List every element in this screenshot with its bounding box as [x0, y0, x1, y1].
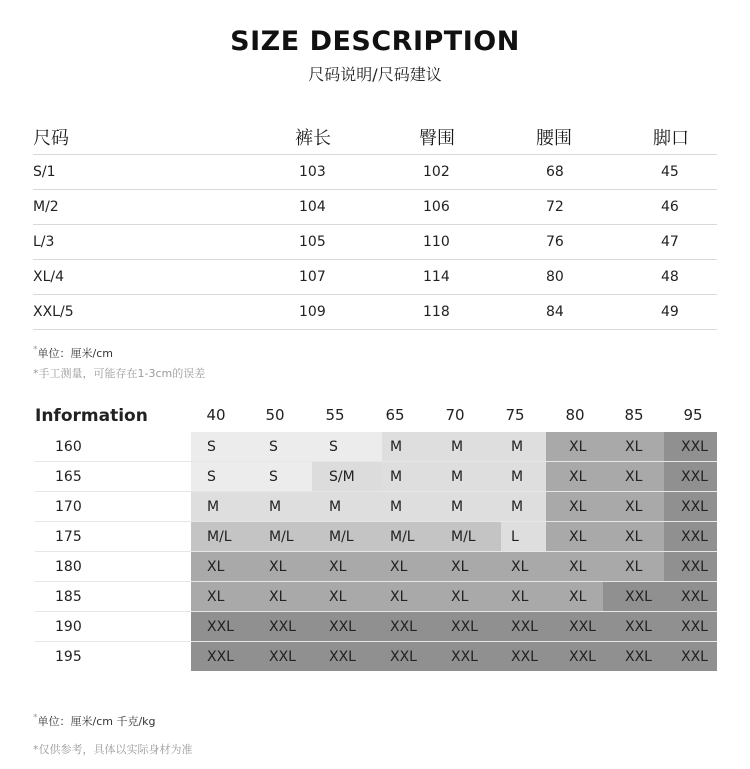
measure-note: *手工测量，可能存在1-3cm的误差 [33, 367, 206, 380]
grid-row [35, 432, 717, 462]
table-cell: 114 [423, 269, 450, 285]
header-leg-opening: 脚口 [653, 128, 689, 149]
size-cell: XXL [664, 552, 717, 581]
info-grid [35, 432, 717, 671]
size-cell: XL [312, 552, 382, 581]
table-cell: 105 [299, 234, 326, 250]
size-cell: XL [546, 552, 603, 581]
table-cell: 110 [423, 234, 450, 250]
size-cell: M [441, 432, 501, 461]
size-cell: XL [382, 582, 441, 611]
table-row [33, 260, 717, 295]
height-label: 185 [55, 588, 82, 605]
table-cell: 84 [546, 304, 564, 320]
size-cell: M [382, 462, 441, 491]
height-label: 195 [55, 648, 82, 665]
height-label: 180 [55, 558, 82, 575]
table-cell: 103 [299, 164, 326, 180]
weight-header: 65 [385, 406, 405, 424]
table-cell: 47 [661, 234, 679, 250]
weight-header: 95 [683, 406, 703, 424]
table-cell: 46 [661, 199, 679, 215]
size-cell: XXL [664, 642, 717, 671]
page-subtitle: 尺码说明/尺码建议 [308, 65, 442, 84]
height-label: 190 [55, 618, 82, 635]
size-cell: S [191, 432, 252, 461]
table-cell: L/3 [33, 234, 55, 250]
size-cell: XXL [191, 612, 252, 641]
size-cell: XL [546, 462, 603, 491]
size-cell: XXL [501, 612, 546, 641]
size-cell: XL [252, 552, 312, 581]
size-cell: M [312, 492, 382, 521]
table-cell: 45 [661, 164, 679, 180]
size-cell: XL [603, 492, 664, 521]
size-cell: M/L [191, 522, 252, 551]
size-cell: S [191, 462, 252, 491]
size-cell: XL [546, 582, 603, 611]
size-cell: XXL [664, 612, 717, 641]
size-cell: S [252, 462, 312, 491]
page-title: SIZE DESCRIPTION [230, 26, 520, 57]
size-cell: M [501, 462, 546, 491]
table-row [33, 190, 717, 225]
info-grid-header [0, 404, 750, 430]
size-cell: XXL [664, 492, 717, 521]
size-cell: M [191, 492, 252, 521]
note-star-icon: * [33, 713, 38, 723]
height-label: 175 [55, 528, 82, 545]
grid-row [35, 522, 717, 552]
weight-header: 55 [325, 406, 345, 424]
note-star-icon: * [33, 345, 38, 355]
size-cell: XXL [603, 582, 664, 611]
weight-header: 50 [265, 406, 285, 424]
table-cell: 80 [546, 269, 564, 285]
info-unit-note-text: 单位：厘米/cm 千克/kg [37, 715, 156, 728]
height-label: 170 [55, 498, 82, 515]
table-cell: 104 [299, 199, 326, 215]
table-row [33, 295, 717, 330]
weight-header: 70 [445, 406, 465, 424]
size-cell: XXL [603, 612, 664, 641]
size-cell: XL [441, 582, 501, 611]
table-cell: 49 [661, 304, 679, 320]
size-cell: XXL [441, 642, 501, 671]
table-cell: 118 [423, 304, 450, 320]
size-cell: XXL [382, 642, 441, 671]
table-cell: XXL/5 [33, 304, 74, 320]
table-cell: 72 [546, 199, 564, 215]
size-cell: XL [501, 582, 546, 611]
size-cell: XL [546, 522, 603, 551]
grid-row [35, 552, 717, 582]
size-cell: M [441, 462, 501, 491]
size-cell: XL [546, 432, 603, 461]
size-cell: M [501, 492, 546, 521]
height-label: 160 [55, 438, 82, 455]
size-cell: M [382, 492, 441, 521]
size-cell: S [252, 432, 312, 461]
size-cell: XXL [546, 612, 603, 641]
size-cell: XXL [603, 642, 664, 671]
size-cell: XXL [501, 642, 546, 671]
weight-header: 75 [505, 406, 525, 424]
size-cell: XXL [312, 642, 382, 671]
size-cell: M/L [441, 522, 501, 551]
size-cell: XXL [664, 522, 717, 551]
size-cell: XL [501, 552, 546, 581]
size-table-header [33, 120, 717, 155]
size-cell: XL [441, 552, 501, 581]
size-cell: XL [252, 582, 312, 611]
size-cell: XL [191, 582, 252, 611]
size-cell: XXL [252, 612, 312, 641]
grid-row [35, 492, 717, 522]
size-cell: XXL [382, 612, 441, 641]
header-waist: 腰围 [536, 128, 572, 149]
size-cell: XXL [546, 642, 603, 671]
table-cell: 68 [546, 164, 564, 180]
size-unit-note-text: 单位：厘米/cm [37, 347, 113, 360]
size-cell: XXL [191, 642, 252, 671]
size-cell: XL [603, 552, 664, 581]
size-table [33, 120, 717, 330]
info-unit-note [33, 713, 156, 729]
size-cell: XXL [252, 642, 312, 671]
size-cell: XL [546, 492, 603, 521]
size-cell: M [441, 492, 501, 521]
size-cell: XL [382, 552, 441, 581]
table-cell: 48 [661, 269, 679, 285]
grid-row [35, 582, 717, 612]
table-row [33, 155, 717, 190]
weight-header: 40 [206, 406, 226, 424]
size-cell: XXL [312, 612, 382, 641]
size-cell: XXL [664, 462, 717, 491]
size-cell: M/L [312, 522, 382, 551]
size-cell: XL [603, 432, 664, 461]
size-cell: M/L [252, 522, 312, 551]
table-cell: M/2 [33, 199, 59, 215]
height-label: 165 [55, 468, 82, 485]
table-cell: XL/4 [33, 269, 65, 285]
size-cell: XL [191, 552, 252, 581]
size-cell: M [252, 492, 312, 521]
grid-row [35, 642, 717, 671]
weight-header: 80 [565, 406, 585, 424]
size-cell: S [312, 432, 382, 461]
table-cell: 76 [546, 234, 564, 250]
header-length: 裤长 [295, 128, 331, 149]
size-cell: XXL [441, 612, 501, 641]
table-cell: 109 [299, 304, 326, 320]
table-cell: 106 [423, 199, 450, 215]
info-title: Information [35, 406, 148, 426]
size-cell: XL [603, 462, 664, 491]
size-cell: XXL [664, 432, 717, 461]
table-cell: S/1 [33, 164, 56, 180]
header-size: 尺码 [33, 128, 69, 149]
reference-note: *仅供参考，具体以实际身材为准 [33, 743, 193, 756]
header-hip: 臀围 [419, 128, 455, 149]
table-cell: 107 [299, 269, 326, 285]
weight-header: 85 [624, 406, 644, 424]
size-cell: S/M [312, 462, 382, 491]
size-unit-note [33, 345, 113, 361]
size-cell: M [501, 432, 546, 461]
size-cell: M [382, 432, 441, 461]
size-cell: XL [603, 522, 664, 551]
size-cell: XXL [664, 582, 717, 611]
table-cell: 102 [423, 164, 450, 180]
size-cell: XL [312, 582, 382, 611]
grid-row [35, 612, 717, 642]
size-cell: L [501, 522, 546, 551]
size-cell: M/L [382, 522, 441, 551]
table-row [33, 225, 717, 260]
grid-row [35, 462, 717, 492]
